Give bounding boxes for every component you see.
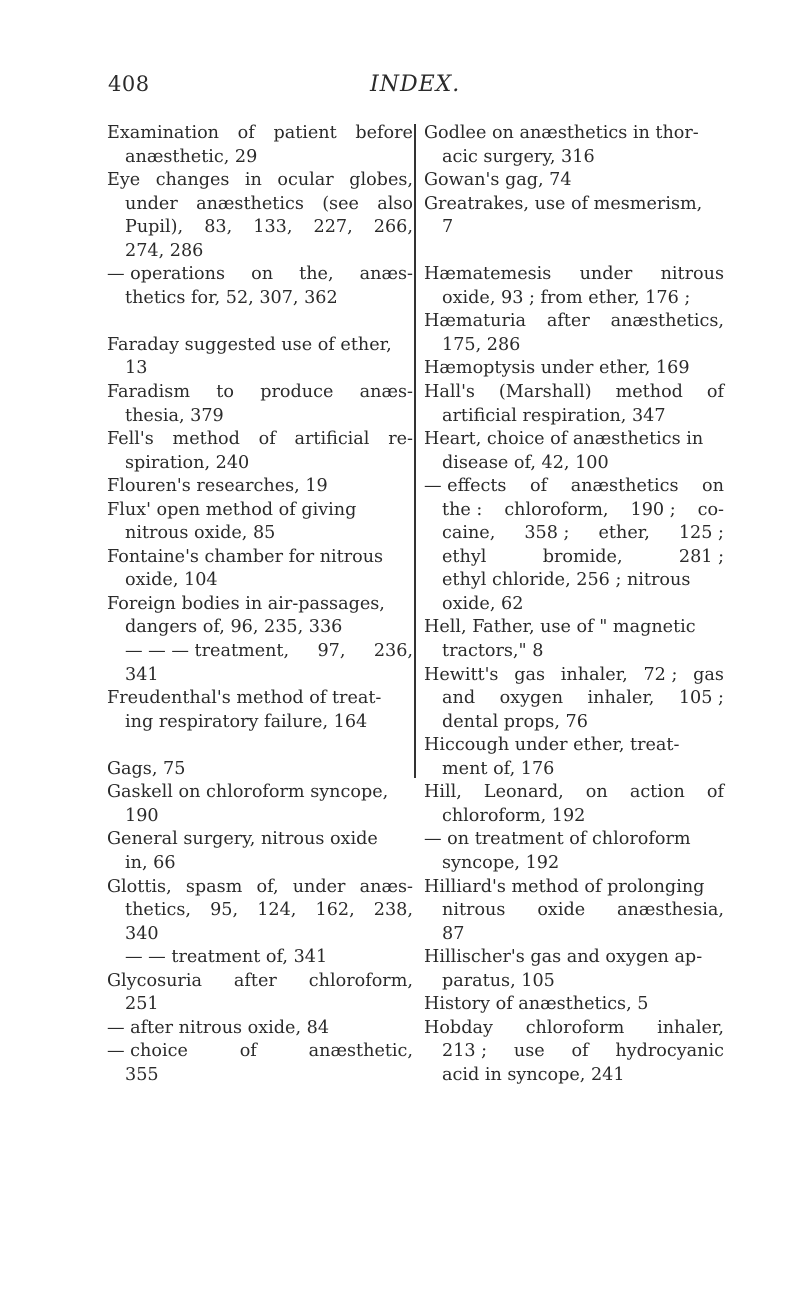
index-word: 175, 286 — [442, 334, 521, 355]
index-line — [424, 381, 724, 405]
index-line — [424, 828, 724, 852]
index-line — [107, 970, 413, 994]
index-word: on — [702, 476, 724, 497]
column-divider — [414, 124, 416, 778]
index-word: Godlee on anæsthetics in thor- — [424, 123, 699, 143]
index-word: ocular — [277, 170, 334, 191]
index-line — [424, 852, 724, 876]
index-word: (Marshall) — [498, 382, 592, 403]
index-line — [424, 593, 724, 617]
index-line — [424, 993, 724, 1017]
index-line — [107, 475, 413, 499]
index-word: 13 — [125, 358, 148, 379]
index-word: Hewitt's — [424, 664, 499, 685]
index-word: of — [571, 1041, 589, 1062]
index-column-left — [107, 122, 413, 1087]
index-word: General surgery, nitrous oxide — [107, 829, 378, 850]
index-word: Gags, 75 — [107, 758, 186, 779]
index-word: Leonard, — [483, 782, 564, 803]
index-word: ethyl — [442, 546, 487, 567]
index-word: Glycosuria — [107, 970, 202, 991]
index-word: anæs- — [359, 876, 413, 897]
index-word: ment of, 176 — [442, 758, 555, 779]
index-word: (see — [322, 193, 359, 214]
index-line — [107, 405, 413, 429]
index-word: oxide, 104 — [125, 570, 218, 591]
index-word: 95, — [210, 900, 239, 921]
index-word: Faraday suggested use of ether, — [107, 334, 392, 355]
index-word: thetics for, 52, 307, 362 — [125, 287, 338, 308]
index-word: nitrous — [442, 900, 506, 921]
index-word: ether, — [598, 523, 650, 544]
index-word: 281 ; — [678, 546, 724, 567]
index-word: oxide, 62 — [442, 593, 524, 614]
index-word: gas — [514, 664, 546, 685]
index-word: chloroform — [525, 1017, 625, 1038]
index-line — [107, 240, 413, 264]
index-line — [424, 711, 724, 735]
index-line — [424, 428, 724, 452]
index-line — [424, 664, 724, 688]
index-word: and — [442, 688, 476, 709]
index-word: in — [244, 170, 262, 191]
index-line — [107, 357, 413, 381]
index-word: anæsthesia, — [617, 900, 724, 921]
index-word: Flux' open method of giving — [107, 499, 357, 520]
index-word: Freudenthal's method of treat- — [107, 688, 382, 709]
index-word: chloroform, — [308, 970, 413, 991]
index-word: Foreign bodies in air-passages, — [107, 593, 385, 614]
index-word: 274, 286 — [125, 240, 204, 261]
index-line — [424, 569, 724, 593]
index-word: caine, — [442, 523, 496, 544]
index-line — [107, 428, 413, 452]
index-word: — operations — [107, 264, 226, 285]
index-line — [424, 805, 724, 829]
index-word: 125 ; — [678, 523, 724, 544]
index-word: Examination — [107, 123, 220, 143]
index-word: method — [172, 429, 240, 450]
index-word: History of anæsthetics, 5 — [424, 994, 649, 1015]
index-line — [107, 993, 413, 1017]
index-line — [107, 169, 413, 193]
index-word: thesia, 379 — [125, 405, 224, 426]
index-word: 341 — [125, 664, 159, 685]
index-line — [107, 711, 413, 735]
index-word: 238, — [373, 900, 413, 921]
index-line — [107, 381, 413, 405]
index-word: method — [615, 382, 683, 403]
index-line — [424, 687, 724, 711]
index-word: the : — [442, 499, 483, 520]
index-word: 133, — [253, 217, 293, 238]
index-word: of, — [256, 876, 279, 897]
index-line — [424, 334, 724, 358]
index-line — [107, 664, 413, 688]
index-spacer — [107, 734, 413, 758]
index-line — [107, 499, 413, 523]
index-word: inhaler, — [657, 1017, 724, 1038]
index-word: gas — [693, 664, 724, 685]
index-word: 72 ; — [643, 664, 678, 685]
index-line — [424, 758, 724, 782]
index-word: Hill, — [424, 782, 462, 803]
index-word: 124, — [257, 900, 297, 921]
index-word: hydrocyanic — [615, 1041, 724, 1062]
index-word: before — [355, 123, 413, 143]
index-line — [424, 876, 724, 900]
index-line — [424, 122, 724, 146]
index-word: Heart, choice of anæsthetics in — [424, 429, 704, 450]
index-word: Hæmaturia — [424, 311, 526, 332]
index-word: 190 ; — [630, 499, 676, 520]
index-word: Hæmoptysis under ether, 169 — [424, 358, 690, 379]
index-word: co- — [697, 499, 724, 520]
index-word: 266, — [373, 217, 413, 238]
index-line — [107, 640, 413, 664]
index-word: dangers of, 96, 235, 336 — [125, 617, 343, 638]
index-word: also — [377, 193, 413, 214]
page-header — [0, 72, 800, 102]
index-line — [107, 1064, 413, 1088]
index-word: under — [292, 876, 346, 897]
index-word: the, — [299, 264, 334, 285]
index-word: spiration, 240 — [125, 452, 250, 473]
index-word: artificial — [294, 429, 370, 450]
index-line — [424, 310, 724, 334]
index-line — [107, 569, 413, 593]
index-word: inhaler, — [587, 688, 655, 709]
index-line — [107, 616, 413, 640]
index-line — [107, 852, 413, 876]
index-word: of — [706, 382, 724, 403]
index-line — [107, 1017, 413, 1041]
index-word: anæsthetics — [570, 476, 679, 497]
index-column-right — [424, 122, 724, 1087]
index-word: tractors," 8 — [442, 641, 544, 662]
index-word: use — [513, 1041, 545, 1062]
index-line — [424, 405, 724, 429]
index-line — [107, 193, 413, 217]
index-word: anæs- — [359, 382, 413, 403]
index-word: 190 — [125, 805, 159, 826]
index-word: 83, — [204, 217, 233, 238]
index-word: changes — [155, 170, 230, 191]
index-line — [424, 1017, 724, 1041]
index-word: ing respiratory failure, 164 — [125, 711, 368, 732]
index-line — [424, 1040, 724, 1064]
index-line — [424, 1064, 724, 1088]
index-line — [424, 734, 724, 758]
index-line — [424, 169, 724, 193]
index-line — [424, 357, 724, 381]
index-line — [424, 970, 724, 994]
index-line — [107, 593, 413, 617]
index-word: artificial respiration, 347 — [442, 405, 666, 426]
index-line — [424, 216, 724, 240]
index-line — [107, 334, 413, 358]
index-spacer — [107, 310, 413, 334]
index-word: spasm — [185, 876, 243, 897]
index-word: 251 — [125, 994, 159, 1015]
index-word: 227, — [313, 217, 353, 238]
index-line — [424, 781, 724, 805]
index-word: acic surgery, 316 — [442, 146, 595, 167]
index-word: 340 — [125, 923, 159, 944]
index-word: 358 ; — [524, 523, 570, 544]
index-line — [107, 546, 413, 570]
index-line — [107, 452, 413, 476]
index-line — [424, 923, 724, 947]
index-word: on — [251, 264, 274, 285]
index-word: 87 — [442, 923, 465, 944]
index-word: Glottis, — [107, 876, 172, 897]
index-line — [107, 687, 413, 711]
index-word: Eye — [107, 170, 141, 191]
index-word: Hilliard's method of prolonging — [424, 876, 705, 897]
index-line — [107, 216, 413, 240]
running-head: INDEX. — [370, 72, 461, 97]
index-word: 236, — [373, 641, 413, 662]
index-line — [424, 616, 724, 640]
index-word: Faradism — [107, 382, 191, 403]
index-word: Hall's — [424, 382, 475, 403]
index-word: anæsthetics — [196, 193, 304, 214]
index-line — [424, 946, 724, 970]
index-word: — on treatment of chloroform — [424, 829, 691, 850]
index-line — [424, 146, 724, 170]
index-word: action — [629, 782, 685, 803]
index-word: paratus, 105 — [442, 970, 555, 991]
index-line — [107, 946, 413, 970]
index-line — [107, 876, 413, 900]
index-word: inhaler, — [560, 664, 628, 685]
index-word: Hillischer's gas and oxygen ap- — [424, 947, 703, 968]
index-word: dental props, 76 — [442, 711, 588, 732]
index-word: — — — treatment, — [125, 641, 290, 662]
index-word: Hell, Father, use of " magnetic — [424, 617, 696, 638]
index-line — [424, 546, 724, 570]
index-word: Hobday — [424, 1017, 493, 1038]
index-word: 7 — [442, 217, 454, 238]
index-word: 97, — [317, 641, 346, 662]
index-word: oxide — [537, 900, 586, 921]
index-word: chloroform, 192 — [442, 805, 586, 826]
index-word: Hæmatemesis — [424, 264, 552, 285]
index-word: after — [233, 970, 277, 991]
index-line — [107, 805, 413, 829]
index-word: thetics, — [125, 900, 191, 921]
index-word: 213 ; — [442, 1041, 488, 1062]
index-word: Greatrakes, use of mesmerism, — [424, 193, 703, 214]
index-line — [424, 522, 724, 546]
index-word: of — [239, 1041, 257, 1062]
index-line — [107, 899, 413, 923]
index-word: — after nitrous oxide, 84 — [107, 1017, 330, 1038]
index-line — [424, 899, 724, 923]
index-word: anæs- — [359, 264, 413, 285]
index-word: chloroform, — [504, 499, 609, 520]
index-word: 162, — [315, 900, 355, 921]
index-line — [107, 1040, 413, 1064]
index-word: Pupil), — [125, 217, 184, 238]
index-word: Hiccough under ether, treat- — [424, 735, 680, 756]
index-word: under — [125, 193, 178, 214]
index-word: Fell's — [107, 429, 154, 450]
index-word: of — [237, 123, 255, 143]
page-number: 408 — [108, 72, 150, 96]
index-word: ethyl chloride, 256 ; nitrous — [442, 570, 691, 591]
index-line — [107, 828, 413, 852]
index-word: acid in syncope, 241 — [442, 1064, 625, 1085]
index-word: after — [546, 311, 590, 332]
index-word: of — [706, 782, 724, 803]
index-word: Gaskell on chloroform syncope, — [107, 782, 389, 803]
index-word: oxide, 93 ; from ether, 176 ; — [442, 287, 691, 308]
index-line — [107, 758, 413, 782]
index-line — [424, 475, 724, 499]
index-word: — — treatment of, 341 — [125, 947, 328, 968]
index-line — [107, 287, 413, 311]
index-word: produce — [260, 382, 334, 403]
index-word: of — [530, 476, 548, 497]
index-line — [107, 781, 413, 805]
index-line — [424, 499, 724, 523]
index-word: bromide, — [542, 546, 623, 567]
index-word: disease of, 42, 100 — [442, 452, 609, 473]
index-word: to — [216, 382, 234, 403]
index-line — [424, 287, 724, 311]
index-line — [424, 193, 724, 217]
index-word: 355 — [125, 1064, 159, 1085]
index-word: nitrous — [660, 264, 724, 285]
index-word: on — [585, 782, 608, 803]
index-word: anæsthetic, — [308, 1041, 413, 1062]
index-line — [424, 263, 724, 287]
index-word: of — [258, 429, 276, 450]
index-word: nitrous oxide, 85 — [125, 523, 276, 544]
index-word: globes, — [349, 170, 413, 191]
index-line — [107, 263, 413, 287]
index-word: — effects — [424, 476, 507, 497]
index-line — [107, 146, 413, 170]
index-word: under — [579, 264, 633, 285]
index-word: — choice — [107, 1041, 188, 1062]
index-spacer — [424, 240, 724, 264]
index-line — [107, 923, 413, 947]
index-line — [107, 522, 413, 546]
index-line — [424, 452, 724, 476]
index-word: patient — [273, 123, 337, 143]
index-line — [107, 122, 413, 146]
index-word: syncope, 192 — [442, 852, 560, 873]
index-word: anæsthetic, 29 — [125, 146, 258, 167]
index-word: Fontaine's chamber for nitrous — [107, 546, 384, 567]
index-line — [424, 640, 724, 664]
index-word: re- — [388, 429, 413, 450]
index-word: anæsthetics, — [610, 311, 724, 332]
index-word: Gowan's gag, 74 — [424, 170, 572, 191]
index-word: oxygen — [499, 688, 564, 709]
index-word: 105 ; — [678, 688, 724, 709]
index-word: Flouren's researches, 19 — [107, 476, 328, 497]
index-word: in, 66 — [125, 852, 176, 873]
